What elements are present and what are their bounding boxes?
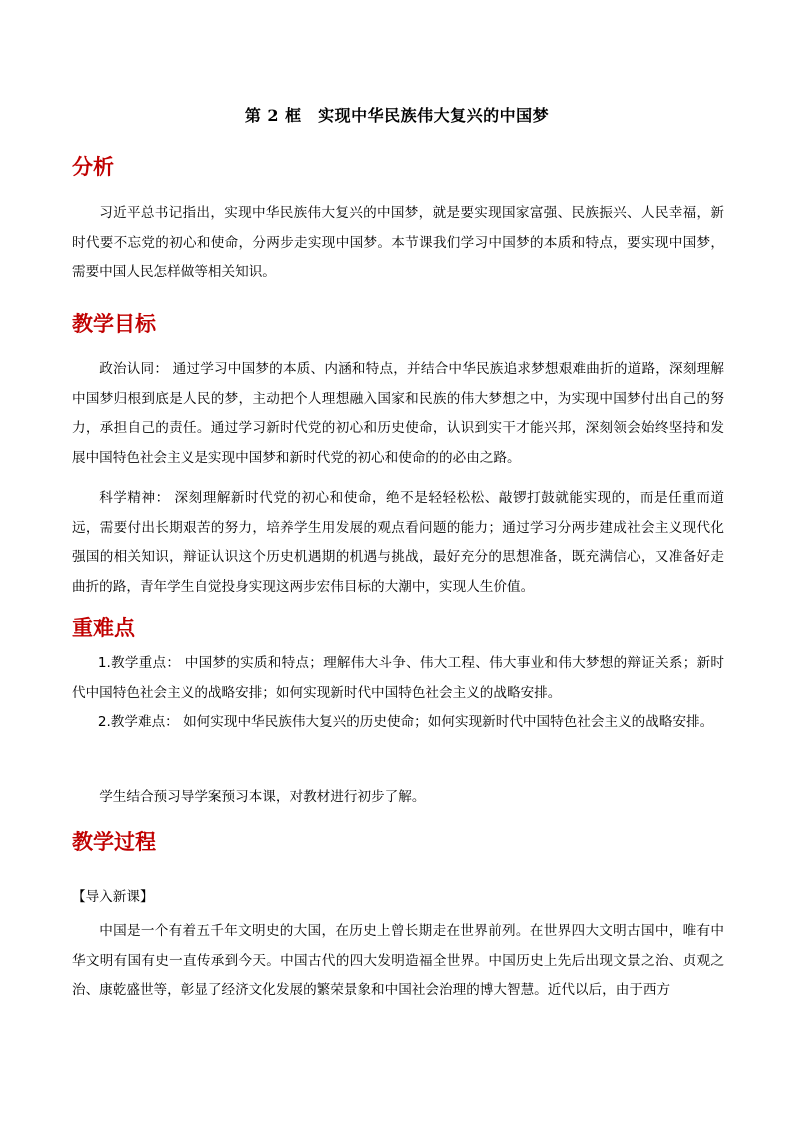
page-title: 第 2 框 实现中华民族伟大复兴的中国梦 [244, 106, 550, 125]
heading-analysis: 分析 [72, 154, 114, 179]
heading-key-points: 重难点 [72, 615, 135, 640]
intro-label: 【导入新课】 [72, 889, 154, 905]
key-point-2: 2.教学难点： 如何实现中华民族伟大复兴的历史使命；如何实现新时代中国特色社会主义的战略安排。 [97, 714, 714, 730]
goal-political-paragraph: 政治认同： 通过学习中国梦的本质、内涵和特点，并结合中华民族追求梦想艰难曲折的道路，深刻理解中国梦归根到底是人民的梦，主动把个人理想融入国家和民族的伟大梦想之中，为实现中国梦付出自己的努力，承担自己的责任。通过学习新时代党的初心和历史使命，认识到实干才能兴邦，深刻领会始终坚持和发展中国特色社会主义是实现中国梦和新时代党的初心和使命的的必由之路。 [72, 361, 724, 466]
heading-process: 教学过程 [72, 829, 156, 854]
intro-paragraph: 中国是一个有着五千年文明史的大国，在历史上曾长期走在世界前列。在世界四大文明古国中，唯有中华文明有国有史一直传承到今天。中国古代的四大发明造福全世界。中国历史上先后出现文景之治、贞观之治、康乾盛世等，彰显了经济文化发展的繁荣景象和中国社会治理的博大智慧。近代以后，由于西方 [72, 923, 724, 999]
analysis-paragraph: 习近平总书记指出，实现中华民族伟大复兴的中国梦，就是要实现国家富强、民族振兴、人民幸福，新时代要不忘党的初心和使命，分两步走实现中国梦。本节课我们学习中国梦的本质和特点，要实现中国梦，需要中国人民怎样做等相关知识。 [72, 205, 724, 281]
preview-paragraph: 学生结合预习导学案预习本课，对教材进行初步了解。 [99, 789, 426, 805]
goal-science-paragraph: 科学精神： 深刻理解新时代党的初心和使命，绝不是轻轻松松、敲锣打鼓就能实现的，而是任重而道远，需要付出长期艰苦的努力，培养学生用发展的观点看问题的能力；通过学习分两步建成社会主义现代化强国的相关知识，辩证认识这个历史机遇期的机遇与挑战，最好充分的思想准备，既充满信心，又准备好走曲折的路，青年学生自觉投身实现这两步宏伟目标的大潮中，实现人生价值。 [72, 490, 724, 595]
key-point-1: 1.教学重点： 中国梦的实质和特点；理解伟大斗争、伟大工程、伟大事业和伟大梦想的辩证关系；新时代中国特色社会主义的战略安排；如何实现新时代中国特色社会主义的战略安排。 [72, 655, 724, 701]
heading-goals: 教学目标 [72, 311, 156, 336]
